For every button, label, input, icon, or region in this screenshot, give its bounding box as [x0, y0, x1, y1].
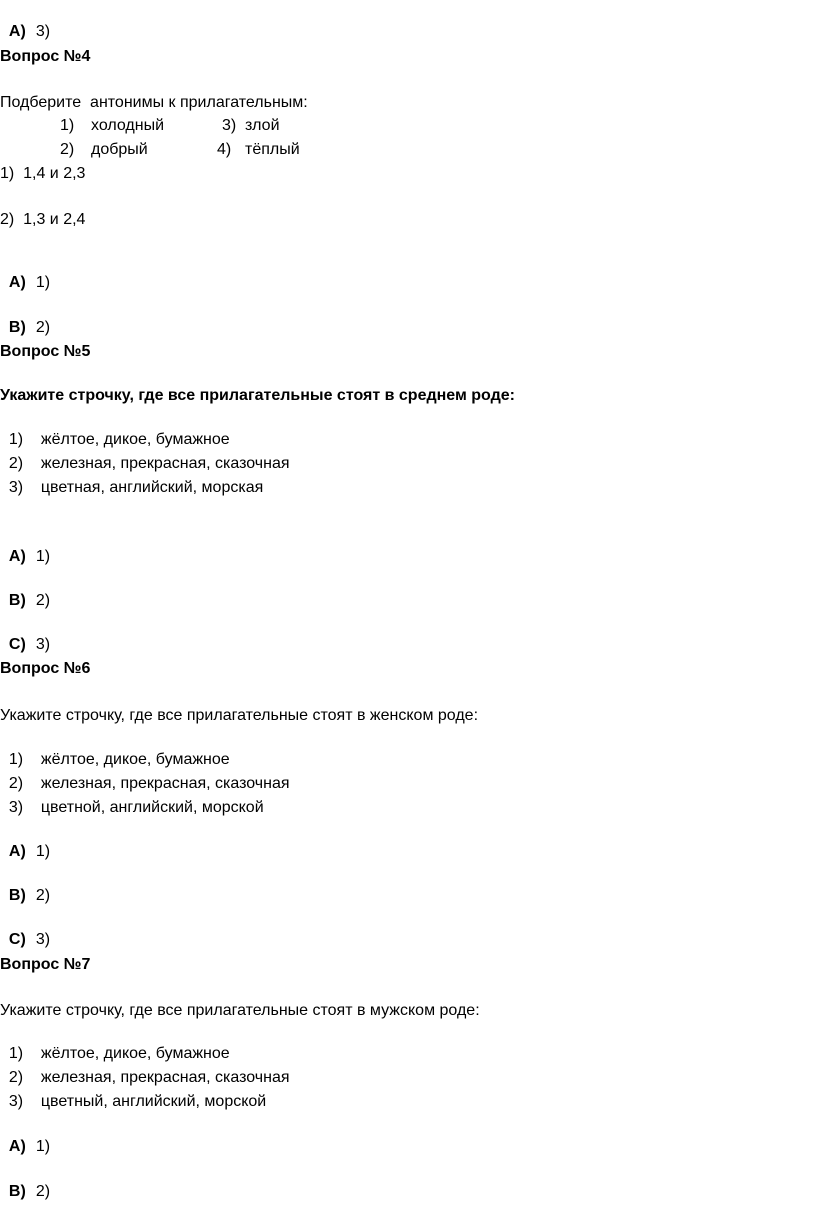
option-value: 1)	[35, 274, 51, 291]
option-letter: C)	[8, 931, 26, 948]
item-number: 2)	[8, 775, 24, 792]
answer-option	[0, 866, 50, 906]
word-number: 1)	[60, 117, 75, 134]
option-value: 3)	[35, 23, 51, 40]
question-prompt: Укажите строчку, где все прилагательные стоят в среднем роде:	[0, 387, 515, 404]
word: злой	[245, 117, 280, 134]
answer-option	[0, 2, 50, 42]
option-letter: A)	[8, 23, 26, 40]
answer-option	[0, 298, 50, 338]
option-letter: A)	[8, 1138, 26, 1155]
answer-option	[0, 571, 50, 611]
option-letter: B)	[8, 319, 26, 336]
list-item	[0, 1072, 266, 1112]
option-value: 1)	[35, 843, 51, 860]
item-number: 1)	[8, 431, 24, 448]
item-text: железная, прекрасная, сказочная	[40, 455, 290, 472]
option-letter: B)	[8, 592, 26, 609]
item-text: жёлтое, дикое, бумажное	[40, 431, 230, 448]
item-number: 2)	[8, 455, 24, 472]
option-letter: A)	[8, 274, 26, 291]
item-text: жёлтое, дикое, бумажное	[40, 751, 230, 768]
item-number: 1)	[8, 751, 24, 768]
choice-line: 1) 1,4 и 2,3	[0, 165, 86, 182]
word: добрый	[91, 141, 148, 158]
question-title: Вопрос №4	[0, 48, 91, 65]
question-prompt: Укажите строчку, где все прилагательные стоят в мужском роде:	[0, 1002, 480, 1019]
word: холодный	[91, 117, 165, 134]
question-prompt: Подберите антонимы к прилагательным:	[0, 94, 308, 111]
answer-option	[0, 527, 50, 567]
answer-option	[0, 822, 50, 862]
item-number: 3)	[8, 1093, 24, 1110]
item-text: жёлтое, дикое, бумажное	[40, 1045, 230, 1062]
question-title: Вопрос №5	[0, 343, 91, 360]
option-value: 3)	[35, 636, 51, 653]
question-prompt: Укажите строчку, где все прилагательные стоят в женском роде:	[0, 707, 479, 724]
list-item	[0, 458, 263, 498]
word-number: 4)	[217, 141, 232, 158]
item-text: цветной, английский, морской	[40, 799, 264, 816]
item-number: 3)	[8, 479, 24, 496]
option-letter: A)	[8, 548, 26, 565]
option-value: 1)	[35, 1138, 51, 1155]
item-number: 3)	[8, 799, 24, 816]
choice-line: 2) 1,3 и 2,4	[0, 211, 86, 228]
list-item	[0, 778, 264, 818]
item-number: 1)	[8, 1045, 24, 1062]
item-number: 2)	[8, 1069, 24, 1086]
question-title: Вопрос №7	[0, 956, 91, 973]
option-letter: A)	[8, 843, 26, 860]
word: тёплый	[245, 141, 300, 158]
option-value: 2)	[35, 319, 51, 336]
item-text: железная, прекрасная, сказочная	[40, 775, 290, 792]
answer-option	[0, 910, 50, 950]
answer-option	[0, 615, 50, 655]
option-value: 1)	[35, 548, 51, 565]
word-number: 3)	[222, 117, 237, 134]
option-value: 2)	[35, 1183, 51, 1200]
answer-option	[0, 1117, 50, 1157]
word-number: 2)	[60, 141, 75, 158]
answer-option	[0, 1162, 50, 1202]
option-value: 2)	[35, 887, 51, 904]
option-letter: B)	[8, 887, 26, 904]
option-value: 2)	[35, 592, 51, 609]
item-text: цветная, английский, морская	[40, 479, 264, 496]
option-letter: C)	[8, 636, 26, 653]
item-text: железная, прекрасная, сказочная	[40, 1069, 290, 1086]
option-value: 3)	[35, 931, 51, 948]
question-title: Вопрос №6	[0, 660, 91, 677]
item-text: цветный, английский, морской	[40, 1093, 267, 1110]
answer-option	[0, 253, 50, 293]
option-letter: B)	[8, 1183, 26, 1200]
